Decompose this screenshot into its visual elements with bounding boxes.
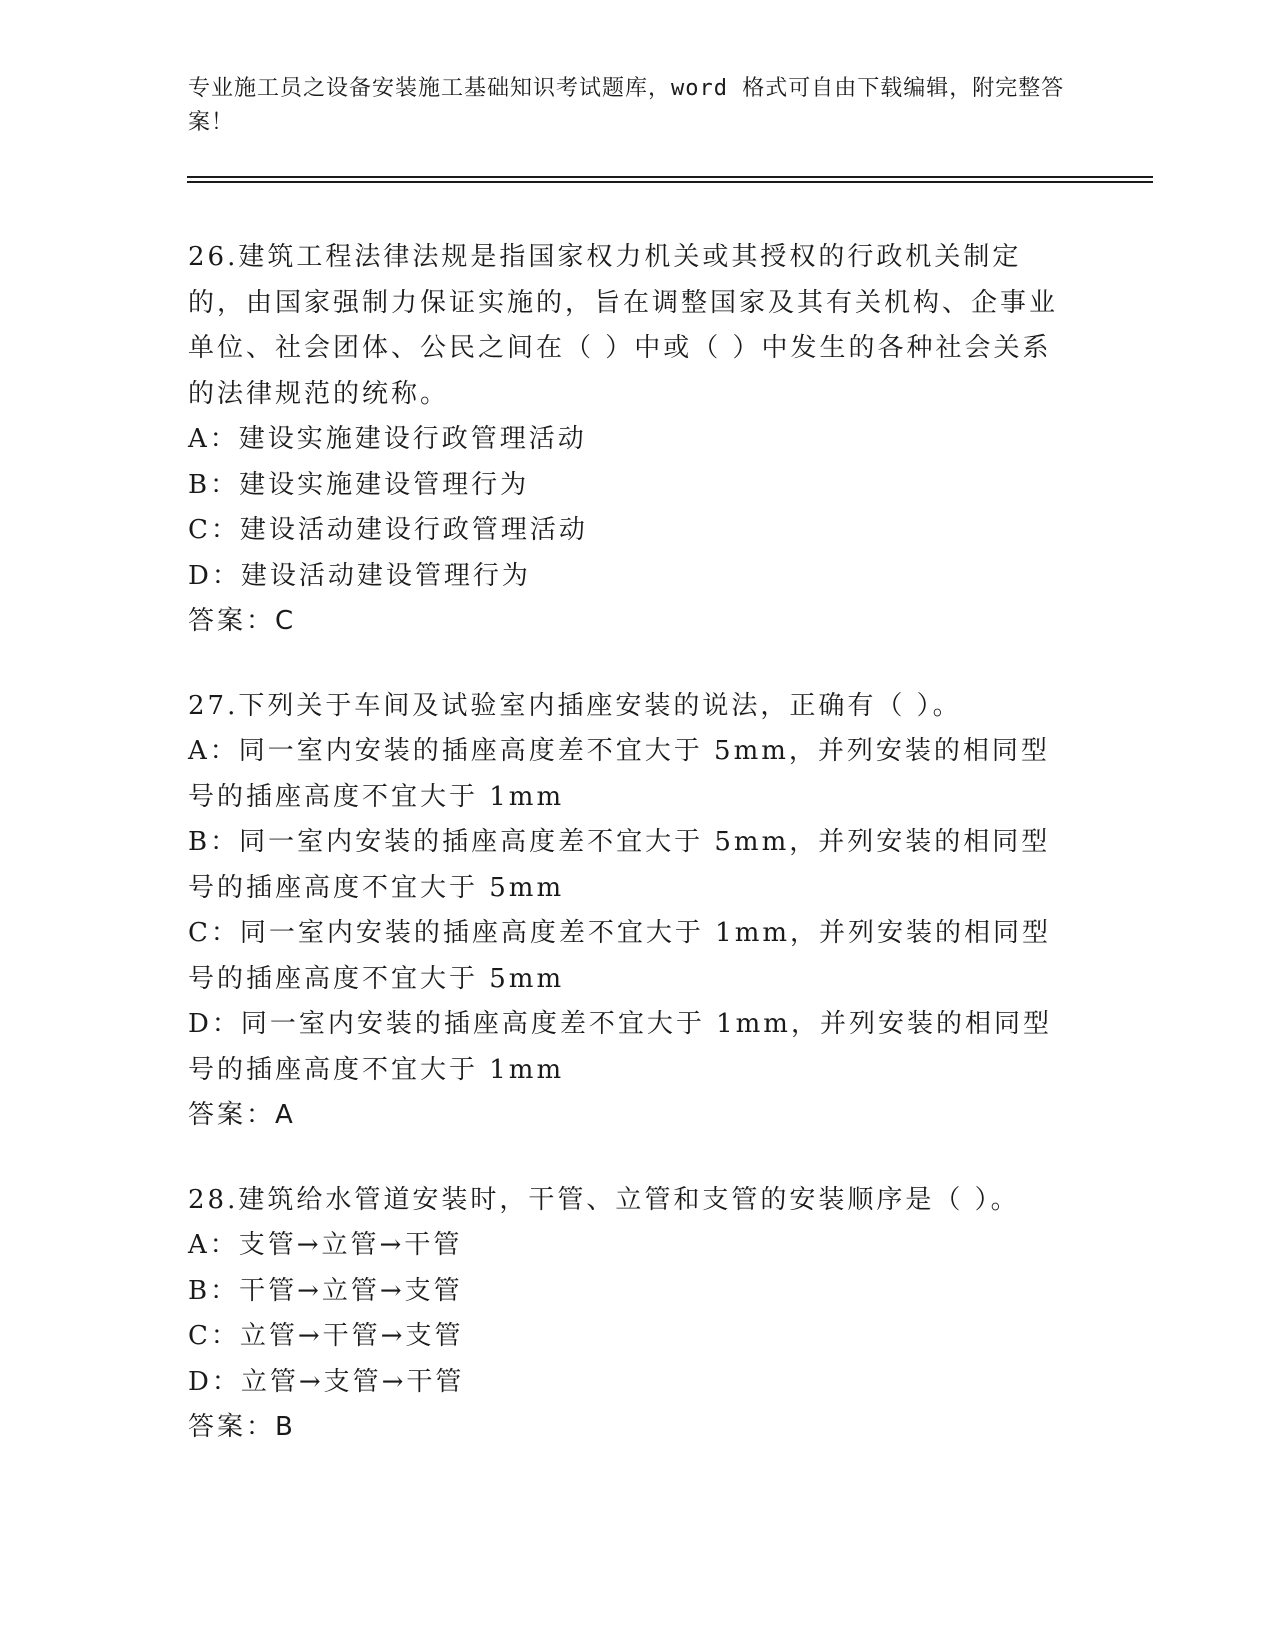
option-a: A：支管→立管→干管 — [188, 1230, 463, 1260]
option-a: A：同一室内安装的插座高度差不宜大于 5mm，并列安装的相同型号的插座高度不宜大于 1mm — [188, 736, 1050, 812]
answer: 答案：C — [188, 606, 297, 636]
document-header: 专业施工员之设备安装施工基础知识考试题库，word 格式可自由下载编辑，附完整答案！ — [188, 76, 1065, 135]
option-d: D：同一室内安装的插座高度差不宜大于 1mm，并列安装的相同型号的插座高度不宜大于 1mm — [188, 1009, 1052, 1085]
option-b: B：干管→立管→支管 — [188, 1275, 463, 1306]
question-28 — [188, 1178, 1078, 1451]
header-divider-top — [187, 176, 1153, 178]
question-26 — [188, 235, 1078, 645]
option-c: C：立管→干管→支管 — [188, 1321, 464, 1351]
option-b: B：建设实施建设管理行为 — [188, 469, 530, 500]
question-list — [188, 235, 1078, 1490]
option-b: B：同一室内安装的插座高度差不宜大于 5mm，并列安装的相同型号的插座高度不宜大于 5mm — [188, 827, 1051, 903]
header-divider-bottom — [187, 181, 1153, 183]
question-stem: 26.建筑工程法律法规是指国家权力机关或其授权的行政机关制定的，由国家强制力保证实施的，旨在调整国家及其有关机构、企事业单位、社会团体、公民之间在（ ）中或（ ）中发生的各种社会关系的法律规范的统称。 — [188, 242, 1059, 409]
question-stem: 28.建筑给水管道安装时，干管、立管和支管的安装顺序是（ ）。 — [188, 1184, 1020, 1215]
option-c: C：同一室内安装的插座高度差不宜大于 1mm，并列安装的相同型号的插座高度不宜大于 5mm — [188, 918, 1052, 994]
question-27 — [188, 684, 1078, 1139]
option-d: D：立管→支管→干管 — [188, 1366, 465, 1397]
option-a: A：建设实施建设行政管理活动 — [188, 424, 587, 454]
question-stem: 27.下列关于车间及试验室内插座安装的说法，正确有（ ）。 — [188, 690, 962, 721]
option-c: C：建设活动建设行政管理活动 — [188, 515, 588, 545]
option-d: D：建设活动建设管理行为 — [188, 560, 531, 591]
answer: 答案：B — [188, 1412, 296, 1442]
answer: 答案：A — [188, 1100, 296, 1130]
